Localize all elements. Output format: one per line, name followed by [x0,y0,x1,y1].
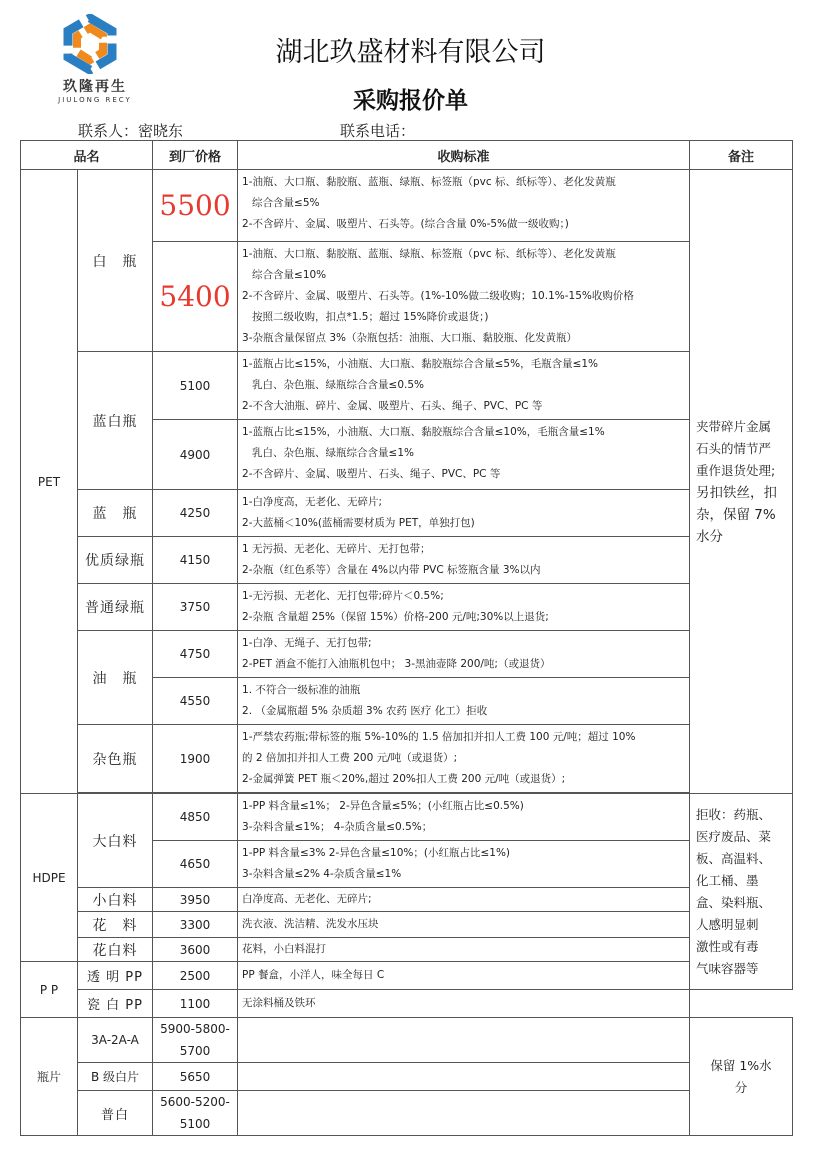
document-title: 采购报价单 [353,88,468,114]
company-name: 湖北玖盛材料有限公司 [275,37,546,68]
item-standard: 花料，小白料混打 [238,938,690,962]
item-name: 透 明 PP [78,962,153,990]
item-standard [238,1063,690,1091]
item-name: 优质绿瓶 [78,537,153,584]
col-header-note: 备注 [690,141,793,170]
table-row [21,725,793,793]
item-price: 3750 [153,584,238,631]
item-standard: 1. 不符合一级标准的油瓶 2. （金属瓶超 5% 杂质超 3% 农药 医疗 化工）拒收 [238,678,690,725]
contact-person: 联系人：密晓东 [78,122,184,140]
note-pet: 夹带碎片金属 石头的情节严 重作退货处理; 另扣铁丝，扣 杂，保留 7% 水分 [690,170,793,794]
price-table [20,140,793,1136]
table-row [21,631,793,678]
item-name: 瓷 白 PP [78,990,153,1018]
table-row [21,888,793,912]
item-standard: 1-严禁农药瓶;带标签的瓶 5%-10%的 1.5 倍加扣并扣人工费 100 元/吨；超过 10% 的 2 倍加扣并扣人工费 200 元/吨（或退货）; 2-金属弹簧 PET 瓶＜20%,超过 20%扣人工费 200 元/吨（或退货）; [238,725,690,793]
brand-name-cn: 玖隆再生 [63,79,127,95]
note-flakes: 保留 1%水 分 [690,1018,793,1136]
item-price: 5650 [153,1063,238,1091]
item-standard: 无涂料桶及铁环 [238,990,690,1018]
item-price: 3950 [153,888,238,912]
item-price: 4250 [153,490,238,537]
item-price: 1900 [153,725,238,793]
item-name: 杂色瓶 [78,725,153,793]
table-row [21,794,793,841]
item-name: 白 瓶 [78,170,153,352]
contact-phone: 联系电话： [340,122,416,140]
table-row [21,490,793,537]
item-standard: 洗衣液、洗洁精、洗发水压块 [238,912,690,938]
col-header-name: 品名 [21,141,153,170]
item-name: 3A-2A-A [78,1018,153,1063]
item-standard [238,1018,690,1063]
item-price: 5600-5200- 5100 [153,1091,238,1136]
col-header-price: 到厂价格 [153,141,238,170]
item-price: 4750 [153,631,238,678]
item-name: 蓝白瓶 [78,352,153,490]
item-name: 普白 [78,1091,153,1136]
item-price: 4150 [153,537,238,584]
table-row [21,584,793,631]
item-price: 5400 [153,242,238,352]
item-price: 5500 [153,170,238,242]
item-price: 5100 [153,352,238,420]
item-name: 小白料 [78,888,153,912]
brand-name-en: JIULONG RECY [58,96,132,104]
item-standard: 1-无污损、无老化、无打包带;碎片＜0.5%; 2-杂瓶 含量超 25%（保留 15%）价格-200 元/吨;30%以上退货; [238,584,690,631]
col-header-standard: 收购标准 [238,141,690,170]
item-standard: 1 无污损、无老化、无碎片、无打包带； 2-杂瓶（红色系等）含量在 4%以内带 PVC 标签瓶含量 3%以内 [238,537,690,584]
item-standard [238,1091,690,1136]
item-price: 5900-5800- 5700 [153,1018,238,1063]
item-standard: 1-油瓶、大口瓶、黏胶瓶、蓝瓶、绿瓶、标签瓶（pvc 标、纸标等）、老化发黄瓶 综合含量≤5% 2-不含碎片、金属、吸塑片、石头等。(综合含量 0%-5%做一级收购；) [238,170,690,242]
item-standard: 1-油瓶、大口瓶、黏胶瓶、蓝瓶、绿瓶、标签瓶（pvc 标、纸标等）、老化发黄瓶 综合含量≤10% 2-不含碎片、金属、吸塑片、石头等。(1%-10%做二级收购；10.1%-15%收购价格 按照二级收购，扣点*1.5；超过 15%降价或退货；) 3-杂瓶含量保留点 3%（杂瓶包括：油瓶、大口瓶、黏胶瓶、化发黄瓶） [238,242,690,352]
item-price: 4850 [153,794,238,841]
item-price: 3600 [153,938,238,962]
table-row [21,990,793,1018]
item-name: 普通绿瓶 [78,584,153,631]
item-standard: 1-白净度高，无老化、无碎片; 2-大蓝桶＜10%(蓝桶需要材质为 PET，单独打包) [238,490,690,537]
table-row [21,1018,793,1063]
item-standard: 1-PP 料含量≤3% 2-异色含量≤10%；(小红瓶占比≤1%) 3-杂料含量≤2% 4-杂质含量≤1% [238,841,690,888]
item-price: 4900 [153,420,238,490]
item-price: 3300 [153,912,238,938]
category-pp: P P [21,962,78,1018]
item-standard: 1-PP 料含量≤1%； 2-异色含量≤5%；(小红瓶占比≤0.5%) 3-杂料含量≤1%； 4-杂质含量≤0.5%； [238,794,690,841]
table-row [21,537,793,584]
item-standard: 1-蓝瓶占比≤15%，小油瓶、大口瓶、黏胶瓶综合含量≤5%，毛瓶含量≤1% 乳白、杂色瓶、绿瓶综合含量≤0.5% 2-不含大油瓶、碎片、金属、吸塑片、石头、绳子、PVC、PC 等 [238,352,690,420]
category-hdpe: HDPE [21,794,78,962]
note-hdpe: 拒收：药瓶、 医疗废品、菜 板、高温料、 化工桶、墨 盒、染料瓶、 人感明显刺 激性或有毒 气味容器等 [690,794,793,990]
item-name: 油 瓶 [78,631,153,725]
item-name: 蓝 瓶 [78,490,153,537]
table-row [21,912,793,938]
table-row [21,1063,793,1091]
category-pet: PET [21,170,78,794]
item-price: 1100 [153,990,238,1018]
item-standard: PP 餐盒，小洋人，味全每日 C [238,962,690,990]
item-name: 大白料 [78,794,153,888]
item-name: 花白料 [78,938,153,962]
table-row [21,352,793,420]
item-price: 4650 [153,841,238,888]
table-row [21,1091,793,1136]
item-name: 花 料 [78,912,153,938]
item-standard: 白净度高、无老化、无碎片; [238,888,690,912]
item-price: 4550 [153,678,238,725]
item-standard: 1-白净、无绳子、无打包带; 2-PET 酒盒不能打入油瓶机包中； 3-黑油壶降 200/吨;（或退货） [238,631,690,678]
item-standard: 1-蓝瓶占比≤15%，小油瓶、大口瓶、黏胶瓶综合含量≤10%，毛瓶含量≤1% 乳白、杂色瓶、绿瓶综合含量≤1% 2-不含碎片、金属、吸塑片、石头、绳子、PVC、PC 等 [238,420,690,490]
table-header-row [21,141,793,170]
table-row [21,962,793,990]
table-row [21,938,793,962]
item-price: 2500 [153,962,238,990]
item-name: B 级白片 [78,1063,153,1091]
category-flakes: 瓶片 [21,1018,78,1136]
table-row [21,170,793,242]
